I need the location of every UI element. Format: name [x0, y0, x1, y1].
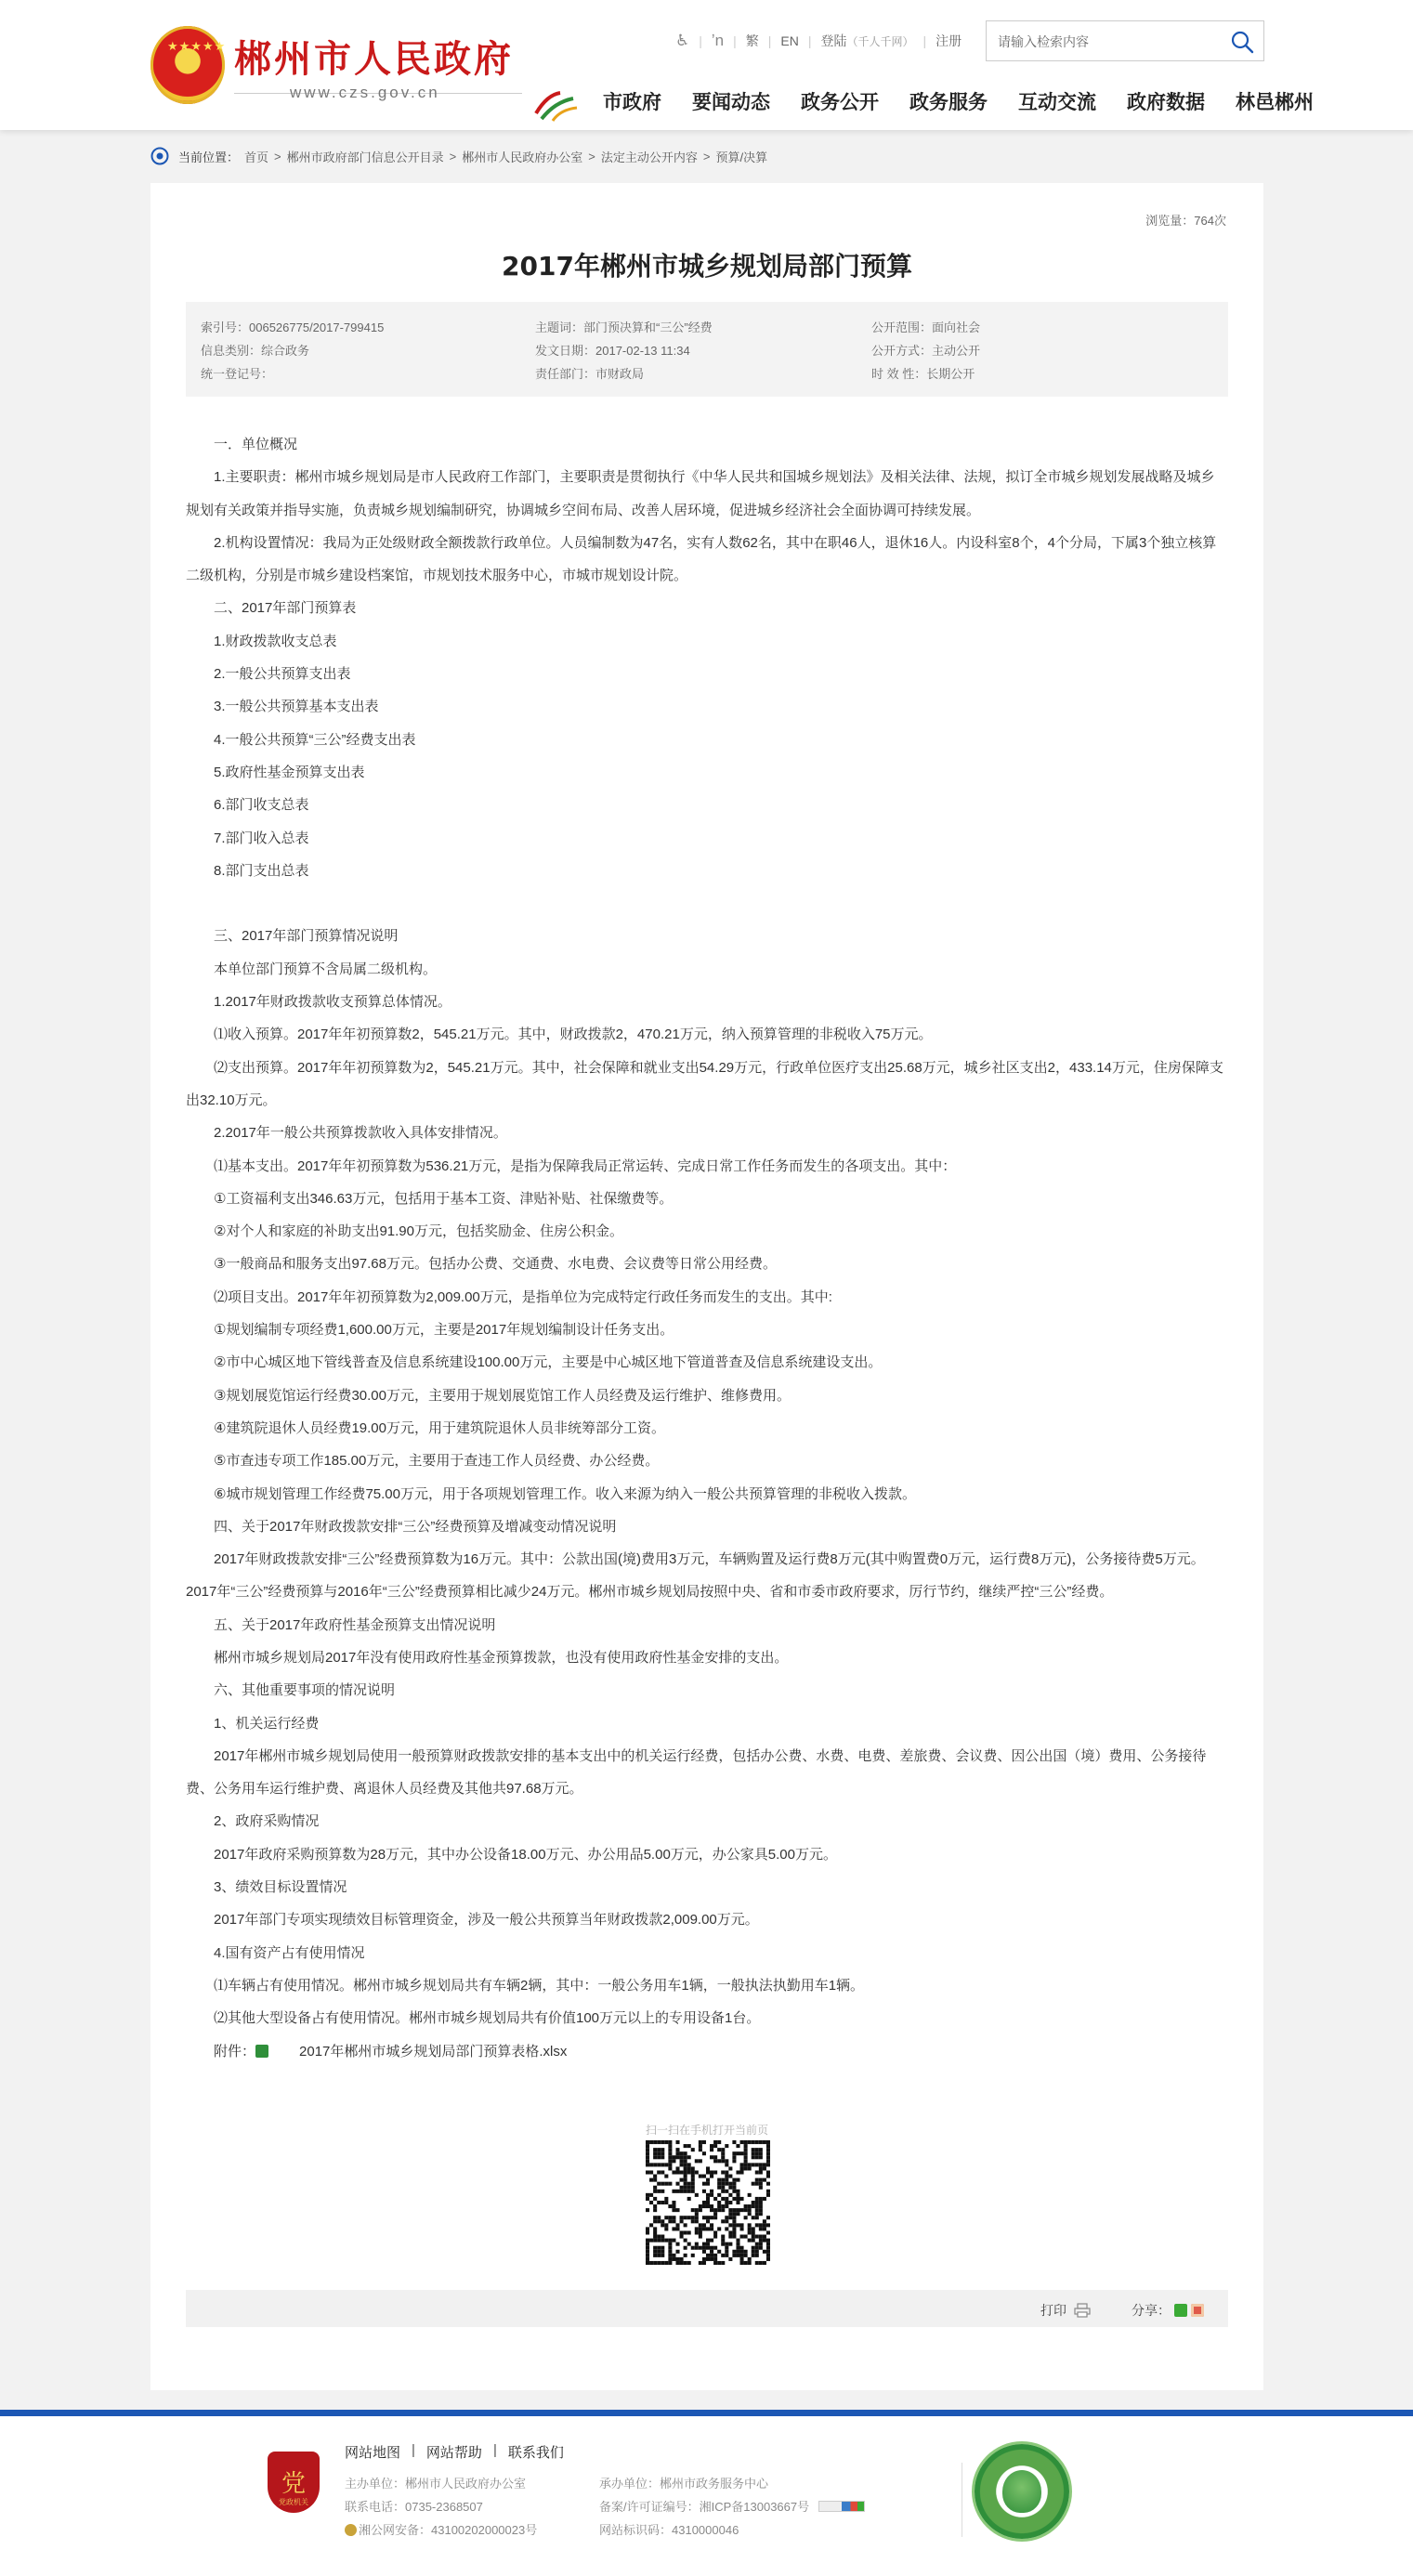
- separator: |: [922, 33, 927, 48]
- cnzz-stat-icon[interactable]: [818, 2501, 865, 2512]
- login-link[interactable]: 登陆: [820, 33, 847, 48]
- separator: |: [492, 2442, 497, 2458]
- share-group: [1132, 2301, 1204, 2320]
- traditional-chinese-link[interactable]: 繁: [745, 33, 759, 48]
- separator: |: [807, 33, 812, 48]
- breadcrumb-label: 当前位置：: [178, 150, 240, 164]
- meta-register-no: 统一登记号：: [201, 367, 274, 381]
- nav-item-linyi-chenzhou[interactable]: 林邑郴州: [1236, 91, 1314, 113]
- article-paragraph: ⑤市查违专项工作185.00万元，主要用于查违工作人员经费、办公经费。: [214, 1453, 660, 1470]
- party-government-badge-icon[interactable]: 党 党政机关: [268, 2452, 320, 2513]
- qr-label: 扫一扫在手机打开当前页: [645, 2124, 768, 2137]
- article-paragraph: ④建筑院退休人员经费19.00万元，用于建筑院退休人员非统筹部分工资。: [214, 1419, 665, 1436]
- article-paragraph: ③规划展览馆运行经费30.00万元，主要用于规划展览馆工作人员经费及运行维护、维修费用。: [214, 1387, 791, 1404]
- article-paragraph: ⑵项目支出。2017年年初预算数为2,009.00万元，是指单位为完成特定行政任务而发生的支出。其中:: [214, 1288, 832, 1305]
- breadcrumb-item[interactable]: 预算/决算: [715, 150, 768, 164]
- separator: >: [702, 149, 711, 163]
- article-paragraph: 1.财政拨款收支总表: [214, 633, 337, 649]
- location-icon: [150, 147, 169, 165]
- separator: >: [274, 149, 281, 163]
- article-paragraph: ②市中心城区地下管线普查及信息系统建设100.00万元，主要是中心城区地下管道普查及信息系统建设支出。: [214, 1354, 883, 1371]
- separator: |: [767, 33, 772, 48]
- article-paragraph: 6.部门收支总表: [214, 797, 309, 814]
- site-footer: [0, 2410, 1413, 2576]
- site-logo[interactable]: [150, 26, 522, 110]
- footer-link-help[interactable]: 网站帮助: [425, 2445, 482, 2461]
- footer-icp[interactable]: 备案/许可证编号：湘ICP备13003667号: [599, 2500, 810, 2514]
- article-paragraph: 2017年财政拨款安排“三公”经费预算数为16万元。其中：公款出国(境)费用3万元，车辆购置及运行费8万元(其中购置费0万元，运行费8万元)，公务接待费5万元。2017年“三公”经费预算与2016年“三公”经费预算相比减少24万元。郴州市城乡规划局按照中央、省和市委市政府要求，厉行节约，继续严控“三公”经费。: [186, 1551, 1205, 1601]
- accessibility-icon[interactable]: ♿︎: [675, 32, 690, 49]
- breadcrumb-item[interactable]: 郴州市政府部门信息公开目录: [286, 150, 444, 164]
- qr-code: [646, 2140, 770, 2265]
- site-name: 郴州市人民政府: [234, 38, 514, 81]
- article-paragraph: 1、机关运行经费: [214, 1715, 320, 1732]
- attachment-label: 附件：: [214, 2043, 256, 2059]
- article-paragraph: 2.一般公共预算支出表: [214, 666, 351, 683]
- register-link[interactable]: 注册: [935, 33, 962, 48]
- attachment-row: [186, 2035, 1228, 2068]
- footer-organizer: 承办单位：郴州市政务服务中心: [599, 2477, 769, 2491]
- main-nav: [603, 87, 1344, 115]
- weibo-share-icon[interactable]: [1191, 2304, 1204, 2317]
- separator: >: [449, 149, 457, 163]
- article-title: 2017年郴州市城乡规划局部门预算: [502, 251, 912, 281]
- top-links: [675, 32, 962, 50]
- police-badge-icon: [345, 2524, 357, 2536]
- wechat-share-icon[interactable]: [1174, 2304, 1187, 2317]
- article-paragraph: ⑴收入预算。2017年年初预算数2，545.21万元。其中，财政拨款2，470.21万元，纳入预算管理的非税收入75万元。: [214, 1026, 933, 1043]
- meta-mode: 公开方式：主动公开: [871, 344, 981, 358]
- article-paragraph: 1.主要职责：郴州市城乡规划局是市人民政府工作部门，主要职责是贯彻执行《中华人民共和国城乡规划法》及相关法律、法规，拟订全市城乡规划发展战略及城乡规划有关政策并指导实施，负责城乡规划编制研究，协调城乡空间布局、改善人居环境，促进城乡经济社会全面协调可持续发展。: [186, 469, 1215, 518]
- footer-links: [345, 2442, 564, 2462]
- article-paragraph: 一．单位概况: [214, 437, 298, 452]
- separator: |: [699, 33, 702, 48]
- site-header: [0, 0, 1413, 130]
- article-paragraph: 2.机构设置情况：我局为正处级财政全额拨款行政单位。人员编制数为47名，实有人数62名，其中在职46人，退休16人。内设科室8个，4个分局，下属3个独立核算二级机构，分别是市城乡建设档案馆，市规划技术服务中心，市城市规划设计院。: [186, 534, 1217, 584]
- article-paragraph: 2017年郴州市城乡规划局使用一般预算财政拨款安排的基本支出中的机关运行经费，包括办公费、水费、电费、差旅费、会议费、因公出国（境）费用、公务接待费、公务用车运行维护费、离退休人员经费及其他共97.68万元。: [186, 1747, 1207, 1798]
- article-paragraph: 2.2017年一般公共预算拨款收入具体安排情况。: [214, 1125, 507, 1142]
- breadcrumb-item[interactable]: 郴州市人民政府办公室: [462, 150, 583, 164]
- meta-subject: 主题词：部门预决算和“三公”经费: [535, 320, 713, 334]
- nav-item-services[interactable]: 政务服务: [909, 91, 988, 113]
- footer-police[interactable]: 湘公网安备：43100202000023号: [359, 2523, 538, 2537]
- article-paragraph: 7.部门收入总表: [214, 830, 309, 846]
- article-toolbar: [186, 2290, 1228, 2327]
- nav-item-interaction[interactable]: 互动交流: [1018, 91, 1096, 113]
- article-meta: [186, 302, 1228, 397]
- article-paragraph: 二、2017年部门预算表: [214, 600, 357, 617]
- elderly-icon[interactable]: ʼn: [711, 32, 725, 49]
- breadcrumb-item[interactable]: 法定主动公开内容: [600, 150, 698, 164]
- print-button[interactable]: [1040, 2301, 1091, 2320]
- attachment-link[interactable]: 2017年郴州市城乡规划局部门预算表格.xlsx: [299, 2043, 568, 2059]
- badge-text: 党政机关: [279, 2498, 308, 2506]
- footer-info-right: [599, 2472, 865, 2542]
- article-paragraph: ⑥城市规划管理工作经费75.00万元，用于各项规划管理工作。收入来源为纳入一般公共预算管理的非税收入拨款。: [214, 1485, 916, 1502]
- nav-item-affairs-open[interactable]: 政务公开: [801, 91, 879, 113]
- article-paragraph: 8.部门支出总表: [214, 862, 309, 879]
- article-paragraph: ⑴车辆占有使用情况。郴州市城乡规划局共有车辆2辆，其中：一般公务用车1辆，一般执法执勤用车1辆。: [214, 1977, 865, 1994]
- article-paragraph: 六、其他重要事项的情况说明: [214, 1682, 396, 1699]
- article-paragraph: ⑵其他大型设备占有使用情况。郴州市城乡规划局共有价值100万元以上的专用设备1台。: [214, 2010, 761, 2027]
- english-link[interactable]: EN: [780, 33, 799, 48]
- nav-decoration-icon: [532, 85, 581, 123]
- footer-site-code: 网站标识码：4310000046: [599, 2523, 739, 2537]
- national-emblem-icon: ★★★★★: [150, 26, 225, 104]
- footer-info-left: [345, 2472, 537, 2542]
- site-url: www.czs.gov.cn: [290, 84, 440, 101]
- article-paragraph: 3.一般公共预算基本支出表: [214, 699, 379, 715]
- article-paragraph: 3、绩效目标设置情况: [214, 1879, 347, 1896]
- article-content: [186, 428, 1228, 2068]
- footer-phone: 联系电话：0735-2368507: [345, 2500, 483, 2514]
- article-paragraph: ②对个人和家庭的补助支出91.90万元，包括奖励金、住房公积金。: [214, 1223, 623, 1240]
- footer-link-sitemap[interactable]: 网站地图: [345, 2445, 401, 2461]
- article-paragraph: ①工资福利支出346.63万元，包括用于基本工资、津贴补贴、社保缴费等。: [214, 1190, 674, 1207]
- share-label: 分享：: [1132, 2303, 1171, 2318]
- search-input[interactable]: [998, 31, 1221, 53]
- nav-item-government[interactable]: 市政府: [603, 91, 661, 113]
- article-paragraph: 1.2017年财政拨款收支预算总体情况。: [214, 994, 451, 1011]
- view-count: 浏览量：764次: [1145, 214, 1226, 228]
- footer-link-contact[interactable]: 联系我们: [507, 2445, 564, 2461]
- print-label: 打印: [1040, 2303, 1066, 2318]
- article-paragraph: 四、关于2017年财政拨款安排“三公”经费预算及增减变动情况说明: [214, 1518, 617, 1535]
- article-paragraph: [186, 887, 1228, 920]
- meta-category: 信息类别：综合政务: [201, 344, 310, 358]
- breadcrumb: [150, 147, 767, 165]
- article-paragraph: 三、2017年部门预算情况说明: [214, 928, 399, 945]
- civilization-certificate-icon[interactable]: [975, 2444, 1069, 2539]
- article-paragraph: ①规划编制专项经费1,600.00万元，主要是2017年规划编制设计任务支出。: [214, 1322, 674, 1339]
- article-paragraph: 4.一般公共预算“三公”经费支出表: [214, 731, 416, 748]
- footer-host: 主办单位：郴州市人民政府办公室: [345, 2477, 527, 2491]
- login-note: （千人千网）: [846, 34, 914, 48]
- article-paragraph: 本单位部门预算不含局属二级机构。: [214, 961, 438, 977]
- meta-date: 发文日期：2017-02-13 11:34: [535, 344, 690, 358]
- article-paragraph: 五、关于2017年政府性基金预算支出情况说明: [214, 1616, 496, 1633]
- separator: |: [412, 2442, 415, 2458]
- search-box: [986, 20, 1264, 61]
- separator: >: [588, 149, 595, 163]
- article-paragraph: 5.政府性基金预算支出表: [214, 764, 365, 780]
- meta-validity: 时 效 性：长期公开: [871, 367, 975, 381]
- article-paragraph: ⑵支出预算。2017年年初预算数为2，545.21万元。其中，社会保障和就业支出54.29万元，行政单位医疗支出25.68万元，城乡社区支出2，433.14万元，住房保障支出32.10万元。: [186, 1059, 1223, 1108]
- article-paragraph: 郴州市城乡规划局2017年没有使用政府性基金预算拨款，也没有使用政府性基金安排的支出。: [214, 1649, 789, 1666]
- printer-icon: [1074, 2303, 1091, 2318]
- excel-file-icon: [255, 2045, 268, 2058]
- breadcrumb-item[interactable]: 首页: [244, 150, 269, 164]
- article-paragraph: 2、政府采购情况: [214, 1813, 320, 1830]
- article-paragraph: ③一般商品和服务支出97.68万元。包括办公费、交通费、水电费、会议费等日常公用经费。: [214, 1256, 777, 1273]
- article-paragraph: 2017年政府采购预算数为28万元，其中办公设备18.00万元、办公用品5.00万元，办公家具5.00万元。: [214, 1846, 837, 1863]
- nav-item-news[interactable]: 要闻动态: [692, 91, 770, 113]
- nav-item-data[interactable]: 政府数据: [1127, 91, 1205, 113]
- article-card: [150, 183, 1263, 2390]
- article-paragraph: 4.国有资产占有使用情况: [214, 1944, 365, 1961]
- article-paragraph: 2017年部门专项实现绩效目标管理资金，涉及一般公共预算当年财政拨款2,009.00万元。: [214, 1912, 759, 1929]
- meta-scope: 公开范围：面向社会: [871, 320, 981, 334]
- meta-index-no: 索引号：006526775/2017-799415: [201, 320, 385, 334]
- article-paragraph: ⑴基本支出。2017年年初预算数为536.21万元，是指为保障我局正常运转、完成日常工作任务而发生的各项支出。其中：: [214, 1157, 957, 1174]
- search-icon[interactable]: [1230, 30, 1254, 54]
- meta-dept: 责任部门：市财政局: [535, 367, 645, 381]
- separator: |: [733, 33, 737, 48]
